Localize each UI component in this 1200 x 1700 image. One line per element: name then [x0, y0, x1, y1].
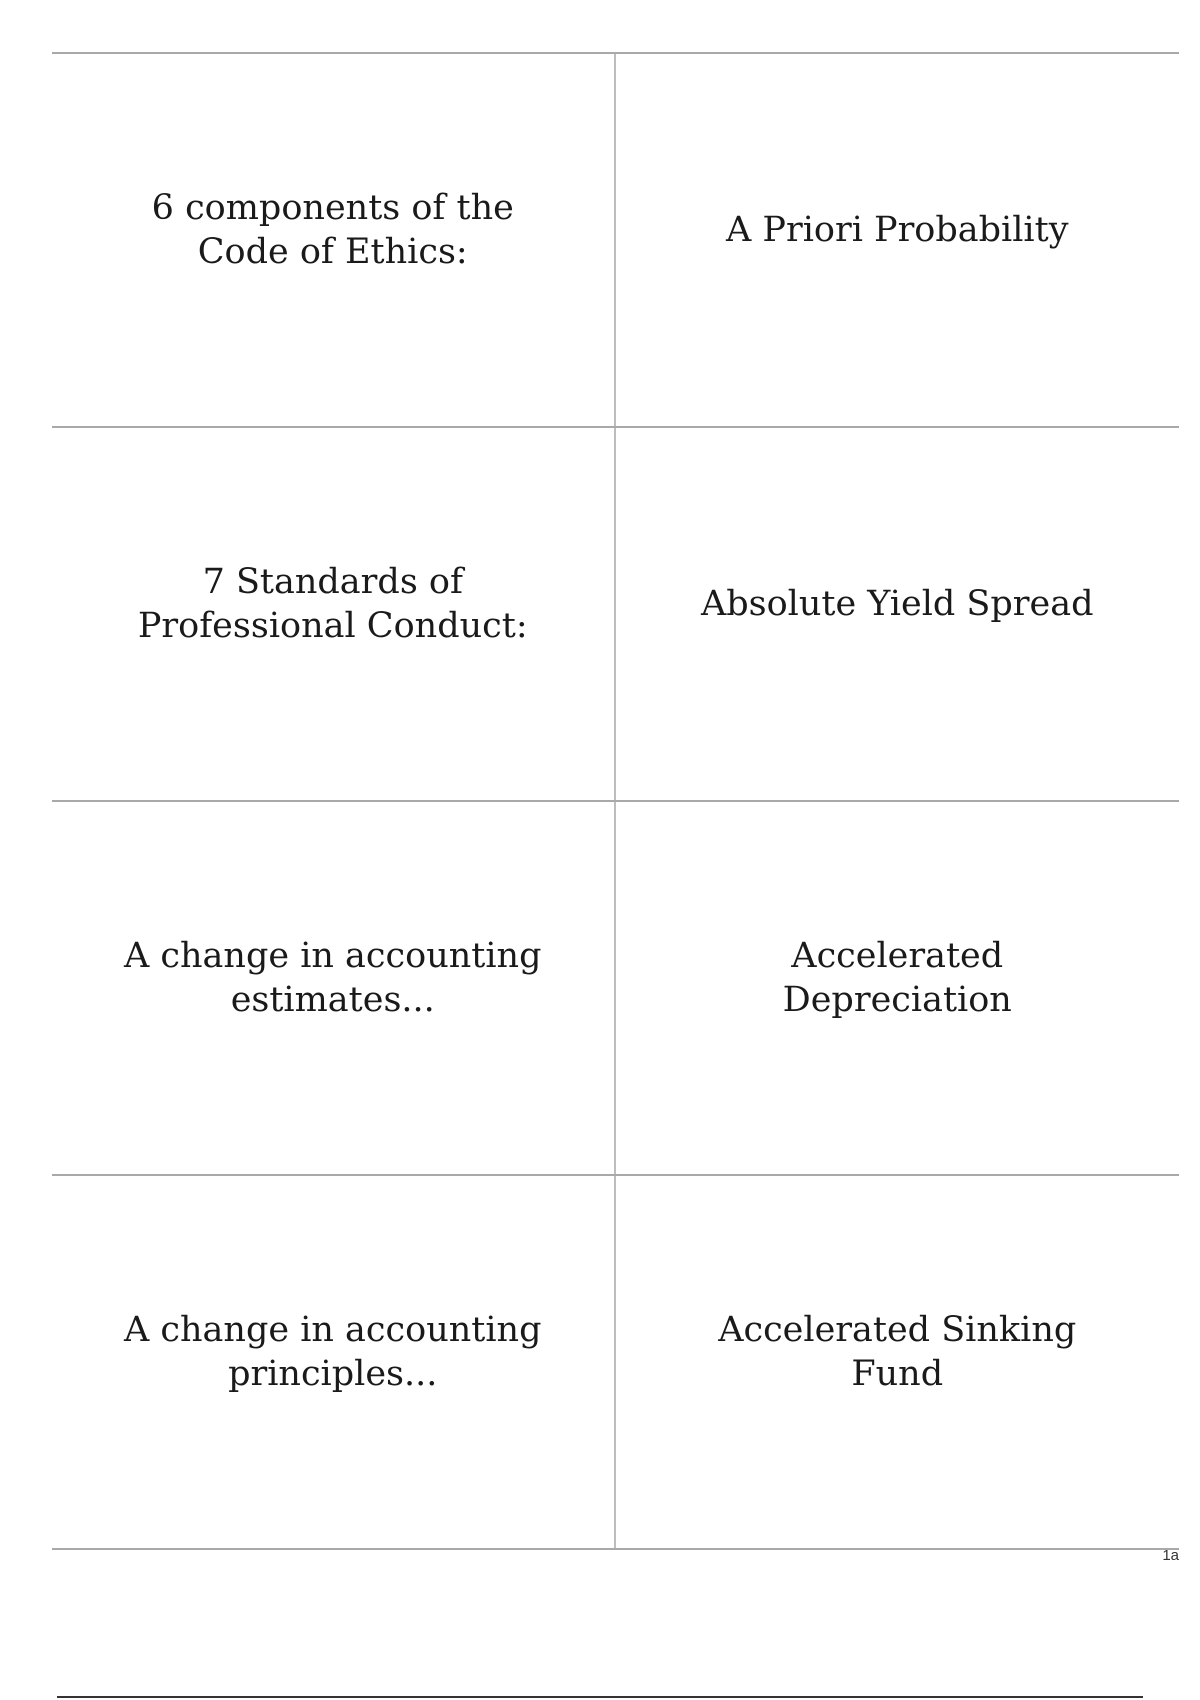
flashcard-front-text: 6 components of the Code of Ethics:: [151, 188, 514, 272]
flashcard-row: [52, 1176, 1179, 1550]
flashcard-back: [616, 428, 1180, 800]
flashcard-front-text: 7 Standards of Professional Conduct:: [137, 562, 528, 646]
flashcard-back: [616, 1176, 1180, 1548]
flashcard-front: [52, 802, 616, 1174]
flashcard-front-text: A change in accounting principles...: [124, 1310, 542, 1394]
flashcard-front: [52, 54, 616, 426]
flashcard-back-text: A Priori Probability: [726, 210, 1069, 250]
bottom-divider: [57, 1696, 1143, 1698]
flashcard-front-text: A change in accounting estimates...: [124, 936, 542, 1020]
flashcard-back-text: Absolute Yield Spread: [700, 584, 1094, 624]
flashcard-back: [616, 802, 1180, 1174]
flashcard-back-text: Accelerated Depreciation: [782, 936, 1012, 1020]
flashcard-row: [52, 428, 1179, 802]
flashcard-row: [52, 54, 1179, 428]
flashcard-front: [52, 428, 616, 800]
flashcard-back-text: Accelerated Sinking Fund: [718, 1310, 1077, 1394]
flashcard-row: [52, 802, 1179, 1176]
flashcard-back: [616, 54, 1180, 426]
flashcard-front: [52, 1176, 616, 1548]
flashcard-sheet: [52, 52, 1179, 1546]
page-label: 1a: [1162, 1547, 1179, 1564]
